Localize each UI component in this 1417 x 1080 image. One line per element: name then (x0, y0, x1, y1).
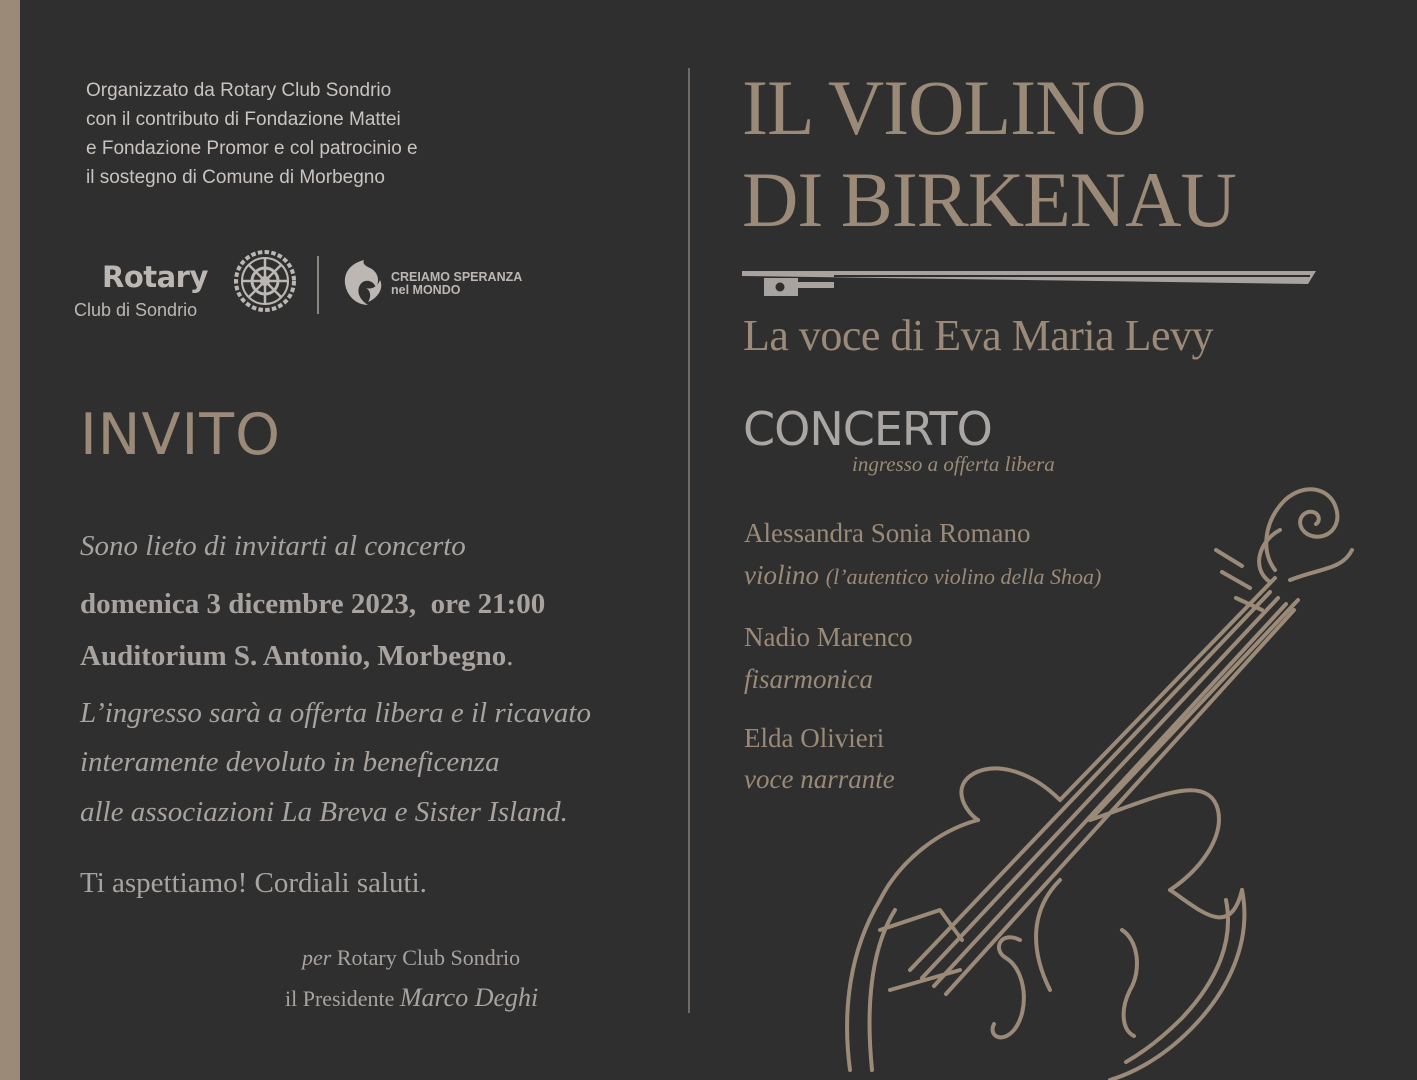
performer-role: voce narrante (744, 764, 895, 794)
violin-bow-icon (738, 264, 1322, 300)
performer-role: fisarmonica (744, 664, 874, 694)
speranza-logo-text: CREIAMO SPERANZA nel MONDO (391, 270, 523, 297)
event-subtitle: La voce di Eva Maria Levy (743, 311, 1214, 360)
organizer-line: e Fondazione Promor e col patrocinio e (86, 138, 418, 159)
organizer-line: con il contributo di Fondazione Mattei (86, 109, 401, 130)
event-date: domenica 3 dicembre 2023, (80, 588, 417, 620)
event-venue: Auditorium S. Antonio, Morbegno (80, 640, 507, 672)
left-accent-band (0, 0, 20, 1080)
rotary-wheel-icon (232, 248, 298, 314)
president-name: Marco Deghi (399, 983, 539, 1012)
invito-heading: INVITO (80, 402, 281, 468)
concerto-entry-note: ingresso a offerta libera (852, 452, 1055, 476)
performer-name: Alessandra Sonia Romano (744, 518, 1031, 548)
performer-name: Nadio Marenco (744, 622, 913, 652)
violin-illustration-icon (730, 470, 1390, 1080)
description-line: interamente devoluto in beneficenza (80, 746, 500, 778)
signature-president: il Presidente Marco Deghi (285, 983, 539, 1012)
rotary-club-name: Club di Sondrio (74, 300, 198, 320)
description-line: alle associazioni La Breva e Sister Island. (80, 796, 568, 828)
organizer-line: il sostegno di Comune di Morbegno (86, 167, 385, 188)
event-title-line2: DI BIRKENAU (742, 156, 1236, 243)
rotary-logo-text: Rotary (102, 260, 208, 294)
event-datetime (80, 588, 545, 621)
closing-line: Ti aspettiamo! Cordiali saluti. (80, 867, 427, 899)
concerto-heading: CONCERTO (743, 402, 992, 456)
performer-name: Elda Olivieri (744, 723, 885, 753)
performer-role: violino (l’autentico violino della Shoa) (744, 560, 1102, 590)
organizer-line: Organizzato da Rotary Club Sondrio (86, 80, 392, 101)
event-venue-line: Auditorium S. Antonio, Morbegno. (80, 640, 514, 672)
center-divider (688, 68, 690, 1013)
logo-separator (317, 256, 319, 314)
signature-club: per Rotary Club Sondrio (302, 945, 521, 970)
speranza-flame-icon (340, 258, 386, 308)
event-time: ore 21:00 (430, 588, 546, 620)
organizer-text (86, 76, 506, 192)
description-line: L’ingresso sarà a offerta libera e il ricavato (80, 697, 591, 729)
invite-line: Sono lieto di invitarti al concerto (80, 530, 466, 562)
event-title-line1: IL VIOLINO (742, 64, 1146, 151)
